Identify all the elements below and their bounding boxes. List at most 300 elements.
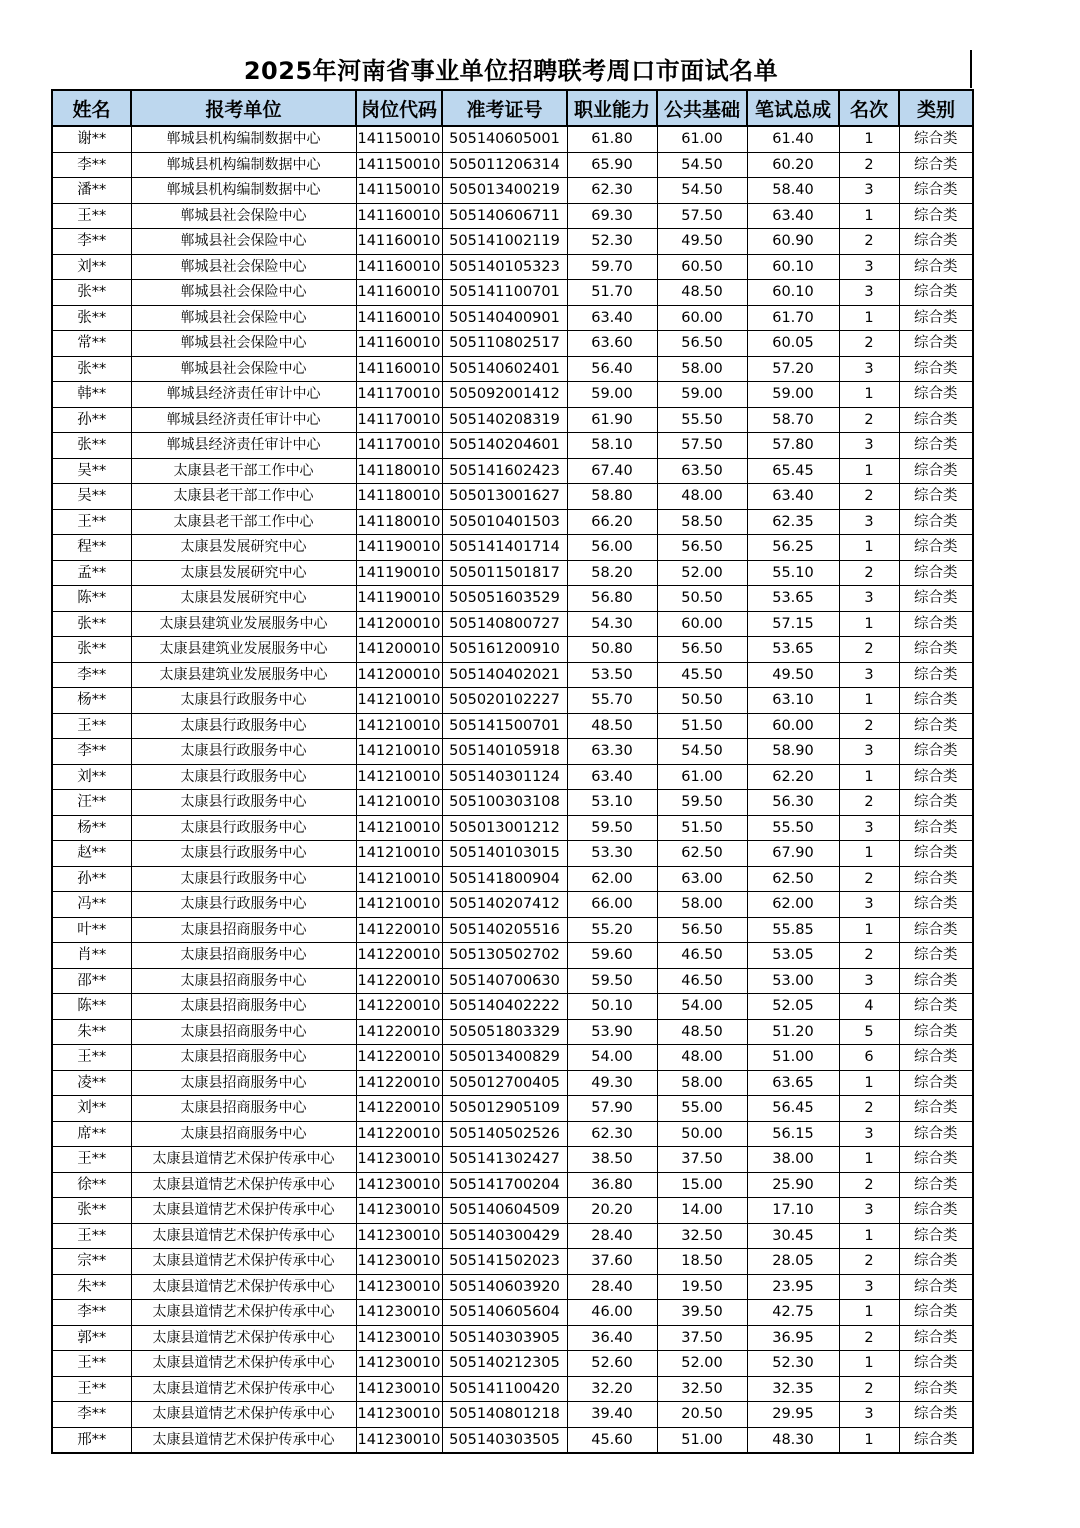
cell-ticket-number: 505051803329 <box>442 1019 567 1045</box>
cell-post-code: 141230010 <box>356 1147 442 1173</box>
cell-post-code: 141220010 <box>356 1045 442 1071</box>
cell-name: 吴** <box>52 458 131 484</box>
cell-unit: 郸城县经济责任审计中心 <box>131 407 356 433</box>
cell-name: 陈** <box>52 994 131 1020</box>
cell-ticket-number: 505141401714 <box>442 535 567 561</box>
cell-name: 杨** <box>52 815 131 841</box>
cell-post-code: 141210010 <box>356 841 442 867</box>
table-row <box>52 305 973 331</box>
cell-written-total: 59.00 <box>747 382 839 408</box>
cell-post-code: 141230010 <box>356 1402 442 1428</box>
cell-public-basics: 48.00 <box>657 484 747 510</box>
table-row <box>52 1198 973 1224</box>
cell-public-basics: 55.50 <box>657 407 747 433</box>
table-row <box>52 892 973 918</box>
cell-ticket-number: 505140402222 <box>442 994 567 1020</box>
cell-post-code: 141160010 <box>356 203 442 229</box>
cell-ticket-number: 505141100701 <box>442 280 567 306</box>
cell-unit: 郸城县经济责任审计中心 <box>131 433 356 459</box>
cell-ticket-number: 505141800904 <box>442 866 567 892</box>
table-row <box>52 1172 973 1198</box>
cell-rank: 3 <box>839 1402 899 1428</box>
cell-public-basics: 57.50 <box>657 433 747 459</box>
cell-post-code: 141220010 <box>356 1019 442 1045</box>
cell-name: 张** <box>52 356 131 382</box>
table-row <box>52 152 973 178</box>
cell-rank: 1 <box>839 917 899 943</box>
table-row <box>52 943 973 969</box>
cell-vocational-ability: 59.60 <box>567 943 657 969</box>
cell-name: 王** <box>52 713 131 739</box>
cell-name: 潘** <box>52 178 131 204</box>
cell-category: 综合类 <box>899 841 973 867</box>
cell-category: 综合类 <box>899 433 973 459</box>
cell-rank: 2 <box>839 1249 899 1275</box>
cell-category: 综合类 <box>899 305 973 331</box>
cell-ticket-number: 505140603920 <box>442 1274 567 1300</box>
cell-category: 综合类 <box>899 152 973 178</box>
cell-vocational-ability: 58.80 <box>567 484 657 510</box>
table-row <box>52 764 973 790</box>
cell-vocational-ability: 53.90 <box>567 1019 657 1045</box>
table-row <box>52 586 973 612</box>
cell-ticket-number: 505140105918 <box>442 739 567 765</box>
cell-public-basics: 57.50 <box>657 203 747 229</box>
cell-rank: 3 <box>839 254 899 280</box>
cell-public-basics: 39.50 <box>657 1300 747 1326</box>
cell-name: 刘** <box>52 254 131 280</box>
cell-name: 王** <box>52 1223 131 1249</box>
cell-public-basics: 37.50 <box>657 1147 747 1173</box>
cell-post-code: 141210010 <box>356 764 442 790</box>
cell-unit: 太康县老干部工作中心 <box>131 509 356 535</box>
table-row <box>52 1376 973 1402</box>
cell-category: 综合类 <box>899 943 973 969</box>
cell-ticket-number: 505011206314 <box>442 152 567 178</box>
cell-unit: 太康县行政服务中心 <box>131 764 356 790</box>
cell-name: 席** <box>52 1121 131 1147</box>
cell-ticket-number: 505140303905 <box>442 1325 567 1351</box>
table-row <box>52 484 973 510</box>
cell-name: 孙** <box>52 866 131 892</box>
cell-written-total: 62.20 <box>747 764 839 790</box>
cell-written-total: 60.90 <box>747 229 839 255</box>
cell-category: 综合类 <box>899 1096 973 1122</box>
cell-unit: 太康县道情艺术保护传承中心 <box>131 1274 356 1300</box>
cell-written-total: 48.30 <box>747 1427 839 1453</box>
interview-list-table <box>51 89 974 1454</box>
cell-ticket-number: 505013400219 <box>442 178 567 204</box>
cell-ticket-number: 505013400829 <box>442 1045 567 1071</box>
cell-post-code: 141210010 <box>356 892 442 918</box>
cell-name: 凌** <box>52 1070 131 1096</box>
cell-rank: 1 <box>839 535 899 561</box>
cell-unit: 太康县道情艺术保护传承中心 <box>131 1402 356 1428</box>
cell-post-code: 141200010 <box>356 611 442 637</box>
cell-written-total: 65.45 <box>747 458 839 484</box>
cell-name: 吴** <box>52 484 131 510</box>
cell-rank: 3 <box>839 1121 899 1147</box>
cell-unit: 郸城县社会保险中心 <box>131 280 356 306</box>
cell-public-basics: 14.00 <box>657 1198 747 1224</box>
cell-public-basics: 60.00 <box>657 305 747 331</box>
cell-written-total: 67.90 <box>747 841 839 867</box>
cell-written-total: 56.15 <box>747 1121 839 1147</box>
table-header-row <box>52 90 973 126</box>
cell-unit: 太康县道情艺术保护传承中心 <box>131 1198 356 1224</box>
cell-name: 王** <box>52 203 131 229</box>
cell-name: 王** <box>52 1045 131 1071</box>
cell-written-total: 51.20 <box>747 1019 839 1045</box>
cell-vocational-ability: 62.30 <box>567 1121 657 1147</box>
cell-public-basics: 50.50 <box>657 688 747 714</box>
cell-vocational-ability: 53.30 <box>567 841 657 867</box>
cell-rank: 1 <box>839 1223 899 1249</box>
cell-ticket-number: 505140402021 <box>442 662 567 688</box>
cell-rank: 3 <box>839 892 899 918</box>
cell-rank: 1 <box>839 126 899 152</box>
cell-post-code: 141160010 <box>356 280 442 306</box>
cell-unit: 太康县行政服务中心 <box>131 892 356 918</box>
cell-post-code: 141230010 <box>356 1376 442 1402</box>
cell-vocational-ability: 61.90 <box>567 407 657 433</box>
cell-written-total: 56.25 <box>747 535 839 561</box>
cell-category: 综合类 <box>899 560 973 586</box>
cell-name: 张** <box>52 611 131 637</box>
cell-post-code: 141220010 <box>356 994 442 1020</box>
cell-rank: 1 <box>839 1427 899 1453</box>
cell-post-code: 141210010 <box>356 815 442 841</box>
cell-ticket-number: 505140606711 <box>442 203 567 229</box>
table-row <box>52 1351 973 1377</box>
cell-public-basics: 56.50 <box>657 917 747 943</box>
cell-post-code: 141210010 <box>356 790 442 816</box>
cell-ticket-number: 505130502702 <box>442 943 567 969</box>
cell-category: 综合类 <box>899 1376 973 1402</box>
cell-written-total: 56.30 <box>747 790 839 816</box>
cell-name: 刘** <box>52 1096 131 1122</box>
cell-vocational-ability: 37.60 <box>567 1249 657 1275</box>
table-row <box>52 458 973 484</box>
cell-name: 王** <box>52 1147 131 1173</box>
cell-rank: 1 <box>839 688 899 714</box>
cell-post-code: 141230010 <box>356 1325 442 1351</box>
cell-unit: 太康县行政服务中心 <box>131 688 356 714</box>
header-ticket-number: 准考证号 <box>442 90 567 126</box>
cell-rank: 3 <box>839 586 899 612</box>
cell-written-total: 61.70 <box>747 305 839 331</box>
cell-category: 综合类 <box>899 458 973 484</box>
header-rank: 名次 <box>839 90 899 126</box>
cell-rank: 1 <box>839 611 899 637</box>
cell-ticket-number: 505140602401 <box>442 356 567 382</box>
cell-rank: 3 <box>839 433 899 459</box>
cell-written-total: 63.65 <box>747 1070 839 1096</box>
cell-category: 综合类 <box>899 1223 973 1249</box>
cell-ticket-number: 505140800727 <box>442 611 567 637</box>
cell-public-basics: 62.50 <box>657 841 747 867</box>
cell-vocational-ability: 65.90 <box>567 152 657 178</box>
table-row <box>52 790 973 816</box>
cell-public-basics: 32.50 <box>657 1376 747 1402</box>
cell-rank: 2 <box>839 790 899 816</box>
cell-unit: 太康县招商服务中心 <box>131 1070 356 1096</box>
cell-vocational-ability: 66.20 <box>567 509 657 535</box>
cell-post-code: 141230010 <box>356 1351 442 1377</box>
cell-public-basics: 54.50 <box>657 739 747 765</box>
cell-vocational-ability: 45.60 <box>567 1427 657 1453</box>
table-row <box>52 560 973 586</box>
cell-written-total: 53.05 <box>747 943 839 969</box>
cell-public-basics: 52.00 <box>657 1351 747 1377</box>
cell-category: 综合类 <box>899 382 973 408</box>
cell-post-code: 141220010 <box>356 1096 442 1122</box>
cell-written-total: 30.45 <box>747 1223 839 1249</box>
cell-written-total: 57.80 <box>747 433 839 459</box>
cell-rank: 2 <box>839 1172 899 1198</box>
table-row <box>52 866 973 892</box>
cell-written-total: 62.50 <box>747 866 839 892</box>
cell-public-basics: 52.00 <box>657 560 747 586</box>
cell-category: 综合类 <box>899 1274 973 1300</box>
cell-rank: 2 <box>839 943 899 969</box>
cell-unit: 太康县道情艺术保护传承中心 <box>131 1351 356 1377</box>
cell-public-basics: 60.00 <box>657 611 747 637</box>
cell-rank: 1 <box>839 1351 899 1377</box>
cell-written-total: 32.35 <box>747 1376 839 1402</box>
cell-name: 张** <box>52 305 131 331</box>
table-row <box>52 382 973 408</box>
cell-written-total: 36.95 <box>747 1325 839 1351</box>
cell-name: 王** <box>52 509 131 535</box>
cell-category: 综合类 <box>899 1325 973 1351</box>
cell-public-basics: 59.50 <box>657 790 747 816</box>
cell-ticket-number: 505140301124 <box>442 764 567 790</box>
cell-unit: 太康县发展研究中心 <box>131 535 356 561</box>
cell-vocational-ability: 28.40 <box>567 1274 657 1300</box>
cell-unit: 太康县道情艺术保护传承中心 <box>131 1300 356 1326</box>
table-row <box>52 1096 973 1122</box>
table-row <box>52 203 973 229</box>
cell-public-basics: 49.50 <box>657 229 747 255</box>
cell-public-basics: 48.50 <box>657 1019 747 1045</box>
cell-rank: 1 <box>839 382 899 408</box>
cell-rank: 2 <box>839 407 899 433</box>
cell-category: 综合类 <box>899 1019 973 1045</box>
cell-rank: 2 <box>839 331 899 357</box>
cell-vocational-ability: 59.00 <box>567 382 657 408</box>
cell-written-total: 60.05 <box>747 331 839 357</box>
cell-unit: 太康县行政服务中心 <box>131 739 356 765</box>
cell-ticket-number: 505140212305 <box>442 1351 567 1377</box>
cell-vocational-ability: 62.30 <box>567 178 657 204</box>
cell-post-code: 141210010 <box>356 866 442 892</box>
cell-public-basics: 54.50 <box>657 178 747 204</box>
cell-category: 综合类 <box>899 892 973 918</box>
cell-public-basics: 50.50 <box>657 586 747 612</box>
cell-public-basics: 46.50 <box>657 968 747 994</box>
table-row <box>52 535 973 561</box>
cell-unit: 太康县道情艺术保护传承中心 <box>131 1376 356 1402</box>
cell-ticket-number: 505140103015 <box>442 841 567 867</box>
table-row <box>52 611 973 637</box>
cell-rank: 3 <box>839 280 899 306</box>
cell-public-basics: 45.50 <box>657 662 747 688</box>
cell-category: 综合类 <box>899 1070 973 1096</box>
cell-rank: 3 <box>839 662 899 688</box>
cell-public-basics: 63.50 <box>657 458 747 484</box>
cell-unit: 郸城县机构编制数据中心 <box>131 126 356 152</box>
table-row <box>52 126 973 152</box>
cell-rank: 3 <box>839 356 899 382</box>
cell-post-code: 141180010 <box>356 458 442 484</box>
cell-name: 陈** <box>52 586 131 612</box>
cell-written-total: 62.35 <box>747 509 839 535</box>
cell-unit: 郸城县社会保险中心 <box>131 254 356 280</box>
cell-category: 综合类 <box>899 1147 973 1173</box>
cell-written-total: 51.00 <box>747 1045 839 1071</box>
cell-unit: 太康县道情艺术保护传承中心 <box>131 1223 356 1249</box>
cell-rank: 2 <box>839 1096 899 1122</box>
cell-public-basics: 54.00 <box>657 994 747 1020</box>
cell-written-total: 58.40 <box>747 178 839 204</box>
cell-ticket-number: 505013001212 <box>442 815 567 841</box>
cell-public-basics: 60.50 <box>657 254 747 280</box>
cell-rank: 2 <box>839 229 899 255</box>
cell-rank: 2 <box>839 713 899 739</box>
table-row <box>52 178 973 204</box>
cell-rank: 5 <box>839 1019 899 1045</box>
cell-ticket-number: 505140204601 <box>442 433 567 459</box>
table-row <box>52 1223 973 1249</box>
cell-category: 综合类 <box>899 254 973 280</box>
cell-category: 综合类 <box>899 407 973 433</box>
cell-vocational-ability: 56.80 <box>567 586 657 612</box>
cell-written-total: 28.05 <box>747 1249 839 1275</box>
cell-vocational-ability: 49.30 <box>567 1070 657 1096</box>
cell-rank: 3 <box>839 178 899 204</box>
cell-post-code: 141150010 <box>356 178 442 204</box>
cell-unit: 太康县行政服务中心 <box>131 790 356 816</box>
cell-name: 李** <box>52 739 131 765</box>
cell-ticket-number: 505013001627 <box>442 484 567 510</box>
table-row <box>52 739 973 765</box>
cell-public-basics: 63.00 <box>657 866 747 892</box>
table-row <box>52 254 973 280</box>
cell-rank: 2 <box>839 560 899 586</box>
cell-name: 李** <box>52 662 131 688</box>
cell-vocational-ability: 51.70 <box>567 280 657 306</box>
table-row <box>52 688 973 714</box>
cell-vocational-ability: 58.20 <box>567 560 657 586</box>
cell-name: 张** <box>52 1198 131 1224</box>
cell-public-basics: 37.50 <box>657 1325 747 1351</box>
cell-vocational-ability: 66.00 <box>567 892 657 918</box>
cell-category: 综合类 <box>899 713 973 739</box>
cell-written-total: 55.10 <box>747 560 839 586</box>
cell-public-basics: 51.50 <box>657 713 747 739</box>
cell-vocational-ability: 62.00 <box>567 866 657 892</box>
cell-name: 李** <box>52 152 131 178</box>
cell-written-total: 53.65 <box>747 586 839 612</box>
header-category: 类别 <box>899 90 973 126</box>
cell-written-total: 57.15 <box>747 611 839 637</box>
cell-post-code: 141170010 <box>356 433 442 459</box>
cell-vocational-ability: 56.40 <box>567 356 657 382</box>
cell-unit: 太康县行政服务中心 <box>131 841 356 867</box>
cell-public-basics: 56.50 <box>657 331 747 357</box>
cell-ticket-number: 505140700630 <box>442 968 567 994</box>
table-row <box>52 1045 973 1071</box>
cell-post-code: 141220010 <box>356 1070 442 1096</box>
header-public-basics: 公共基础 <box>657 90 747 126</box>
cell-post-code: 141220010 <box>356 968 442 994</box>
cell-ticket-number: 505141500701 <box>442 713 567 739</box>
cell-written-total: 53.65 <box>747 637 839 663</box>
cell-written-total: 25.90 <box>747 1172 839 1198</box>
header-unit: 报考单位 <box>131 90 356 126</box>
cell-post-code: 141230010 <box>356 1300 442 1326</box>
cell-name: 王** <box>52 1351 131 1377</box>
cell-post-code: 141230010 <box>356 1198 442 1224</box>
cell-unit: 太康县建筑业发展服务中心 <box>131 637 356 663</box>
cell-written-total: 52.30 <box>747 1351 839 1377</box>
cell-post-code: 141150010 <box>356 126 442 152</box>
cell-written-total: 63.10 <box>747 688 839 714</box>
cell-category: 综合类 <box>899 178 973 204</box>
cell-rank: 3 <box>839 968 899 994</box>
cell-public-basics: 58.50 <box>657 509 747 535</box>
table-row <box>52 1249 973 1275</box>
cell-rank: 2 <box>839 866 899 892</box>
cell-vocational-ability: 56.00 <box>567 535 657 561</box>
cell-category: 综合类 <box>899 1427 973 1453</box>
cell-written-total: 57.20 <box>747 356 839 382</box>
cell-vocational-ability: 59.50 <box>567 815 657 841</box>
cell-rank: 2 <box>839 637 899 663</box>
cell-unit: 太康县道情艺术保护传承中心 <box>131 1427 356 1453</box>
cell-public-basics: 19.50 <box>657 1274 747 1300</box>
cell-vocational-ability: 53.10 <box>567 790 657 816</box>
table-row <box>52 280 973 306</box>
cell-category: 综合类 <box>899 790 973 816</box>
cell-category: 综合类 <box>899 917 973 943</box>
cell-post-code: 141180010 <box>356 484 442 510</box>
cell-vocational-ability: 63.40 <box>567 764 657 790</box>
cell-category: 综合类 <box>899 586 973 612</box>
cell-public-basics: 20.50 <box>657 1402 747 1428</box>
table-row <box>52 331 973 357</box>
cell-category: 综合类 <box>899 637 973 663</box>
cell-category: 综合类 <box>899 1198 973 1224</box>
cell-category: 综合类 <box>899 1045 973 1071</box>
cell-category: 综合类 <box>899 968 973 994</box>
cell-ticket-number: 505141302427 <box>442 1147 567 1173</box>
cell-unit: 太康县道情艺术保护传承中心 <box>131 1249 356 1275</box>
cell-public-basics: 50.00 <box>657 1121 747 1147</box>
cell-unit: 太康县招商服务中心 <box>131 968 356 994</box>
cell-name: 刘** <box>52 764 131 790</box>
cell-public-basics: 61.00 <box>657 764 747 790</box>
cell-name: 冯** <box>52 892 131 918</box>
cell-post-code: 141170010 <box>356 382 442 408</box>
cell-ticket-number: 505012905109 <box>442 1096 567 1122</box>
cell-name: 叶** <box>52 917 131 943</box>
cell-ticket-number: 505140207412 <box>442 892 567 918</box>
cell-rank: 6 <box>839 1045 899 1071</box>
cell-rank: 3 <box>839 1274 899 1300</box>
cell-unit: 郸城县机构编制数据中心 <box>131 152 356 178</box>
